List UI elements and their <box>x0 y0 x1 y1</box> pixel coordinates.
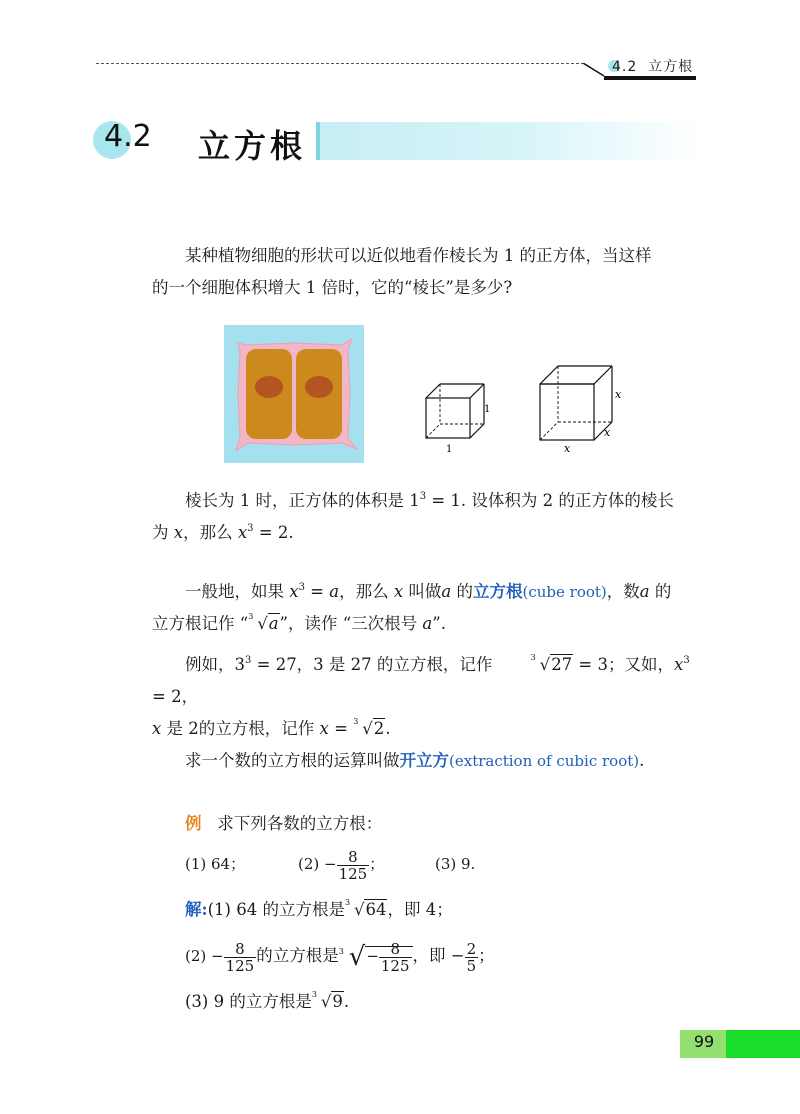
text: ，那么 <box>339 582 394 601</box>
exponent: 3 <box>247 523 254 534</box>
cube-root-64: 3 √64 <box>345 894 388 926</box>
solution-line-1 <box>152 894 696 926</box>
cube-root-9: 3 √9 <box>312 986 344 1018</box>
radicand: 2 <box>373 719 385 738</box>
text: ； <box>369 855 385 873</box>
radicand: a <box>268 614 279 633</box>
examples-line-2 <box>152 713 696 745</box>
section-number: 4.2 <box>104 119 152 154</box>
numerator: 8 <box>224 941 257 958</box>
variable: x <box>674 655 684 674</box>
text: 的 <box>649 582 672 601</box>
text: ； <box>478 946 495 965</box>
text: ，即 − <box>412 946 465 965</box>
text: = <box>328 719 354 738</box>
fraction-8-125 <box>224 941 257 974</box>
running-header-title: 立方根 <box>648 59 694 75</box>
solution-line-3 <box>152 986 696 1018</box>
text: ”. <box>432 614 446 633</box>
root-index: 3 <box>248 612 254 621</box>
header-rule-tick <box>583 63 605 77</box>
running-header-number: 4.2 <box>612 59 638 75</box>
radicand: 9 <box>332 992 343 1011</box>
cubes-figure <box>410 352 646 462</box>
variable: a <box>441 582 452 601</box>
cube-root-neg-fraction: 3 √− $\frac{8}{125}$ <box>339 934 413 979</box>
variable: x <box>173 523 184 542</box>
example-item-3: (3) 9. <box>435 855 476 873</box>
definition-line-2 <box>152 608 696 640</box>
text: − <box>366 947 379 965</box>
text: 为 <box>152 523 174 542</box>
example-label: 例 <box>185 814 202 833</box>
radicand: 27 <box>551 655 573 674</box>
text: ，数 <box>606 582 640 601</box>
text: ，那么 <box>183 523 238 542</box>
term-cube-root-en: (cube root) <box>522 583 607 601</box>
definition-line-1 <box>152 576 696 608</box>
example-item-2 <box>298 844 384 884</box>
denominator: 125 <box>338 864 368 883</box>
variable: a <box>639 582 650 601</box>
cube-root-a: 3 √a <box>248 608 279 640</box>
text: (2) − <box>185 947 224 965</box>
numerator: 8 <box>379 941 412 958</box>
text: 的 <box>451 582 474 601</box>
text: ，即 4； <box>387 900 453 919</box>
intro-paragraph <box>152 240 696 304</box>
section-title: 立方根 <box>198 127 307 165</box>
fraction-8-125 <box>337 849 370 882</box>
examples-paragraph <box>152 649 696 745</box>
variable: x <box>393 582 404 601</box>
root-index: 3 <box>344 898 351 907</box>
definition-paragraph <box>152 576 696 640</box>
text: 一般地，如果 <box>185 582 290 601</box>
root-index: 3 <box>353 717 359 726</box>
variable: x <box>289 582 299 601</box>
radicand: 64 <box>365 900 387 919</box>
large-cube-width-label: x <box>564 442 571 455</box>
exponent: 3 <box>298 582 305 593</box>
solution-label: 解: <box>185 900 208 919</box>
text: 求一个数的立方根的运算叫做 <box>185 751 400 770</box>
header-rule <box>96 63 584 64</box>
running-header <box>608 56 693 76</box>
large-cube-depth-label: x <box>604 426 611 439</box>
example-item-1: (1) 64； <box>185 855 246 873</box>
denominator: 5 <box>466 956 477 975</box>
extraction-line <box>152 745 696 777</box>
example-items <box>152 844 696 884</box>
plant-cell-illustration <box>224 325 364 463</box>
example-prompt <box>152 808 696 840</box>
numerator: 8 <box>337 849 370 866</box>
volume-paragraph <box>152 485 696 549</box>
section-title-band <box>316 122 700 160</box>
solution-line-2 <box>152 934 696 978</box>
intro-line-1: 某种植物细胞的形状可以近似地看作棱长为 1 的正方体，当这样 <box>185 246 652 265</box>
volume-line-1 <box>152 485 696 517</box>
text: 棱长为 1 时，正方体的体积是 1 <box>185 491 420 510</box>
term-extraction: 开立方 <box>399 751 449 770</box>
small-cube-height-label: 1 <box>484 404 491 415</box>
extraction-paragraph <box>152 745 696 777</box>
text: 立方根记作 “ <box>152 614 249 633</box>
text: = 1. 设体积为 2 的正方体的棱长 <box>426 491 674 510</box>
volume-line-2 <box>152 517 696 549</box>
intro-line-2: 的一个细胞体积增大 1 倍时，它的“棱长”是多少? <box>152 278 513 297</box>
text: = 2. <box>253 523 294 542</box>
page-number: 99 <box>693 1032 715 1051</box>
exponent: 3 <box>245 655 252 666</box>
cube-root-2: 3 √2 <box>353 713 385 745</box>
text: 叫做 <box>403 582 442 601</box>
variable: x <box>237 523 248 542</box>
variable: a <box>422 614 433 633</box>
large-cube-height-label: x <box>615 388 622 401</box>
text: (2) − <box>298 855 337 873</box>
root-index: 3 <box>338 947 344 956</box>
variable: x <box>319 719 329 738</box>
numerator: 2 <box>466 939 477 958</box>
exponent: 3 <box>683 655 690 666</box>
text: . <box>385 719 391 738</box>
example-prompt-text: 求下列各数的立方根： <box>217 814 383 833</box>
text: . <box>639 751 645 770</box>
header-bar <box>604 76 696 80</box>
page-number-bar <box>726 1030 800 1058</box>
exponent: 3 <box>419 491 427 502</box>
denominator: 125 <box>380 956 410 975</box>
fraction-2-5 <box>465 941 479 974</box>
text: (3) 9 的立方根是 <box>185 992 312 1011</box>
variable: a <box>329 582 340 601</box>
fraction-8-125 <box>379 941 412 974</box>
text: = 2， <box>152 687 199 706</box>
text: 例如，3 <box>185 655 245 674</box>
term-extraction-en: (extraction of cubic root) <box>449 752 640 770</box>
text: . <box>343 992 350 1011</box>
variable: x <box>152 719 162 738</box>
cube-root-27: 3 √27 <box>498 649 574 681</box>
text: 的立方根是 <box>256 946 339 965</box>
text: = <box>304 582 330 601</box>
text: ”，读作 “三次根号 <box>279 614 423 633</box>
root-index: 3 <box>311 990 317 999</box>
term-cube-root: 立方根 <box>473 582 523 601</box>
denominator: 125 <box>225 956 255 975</box>
root-index: 3 <box>530 653 536 662</box>
small-cube-width-label: 1 <box>446 444 453 455</box>
text: = 3；又如， <box>573 655 675 674</box>
text: 是 2的立方根，记作 <box>161 719 320 738</box>
text: (1) 64 的立方根是 <box>207 900 345 919</box>
examples-line-1 <box>152 649 696 713</box>
text: = 27，3 是 27 的立方根，记作 <box>251 655 498 674</box>
